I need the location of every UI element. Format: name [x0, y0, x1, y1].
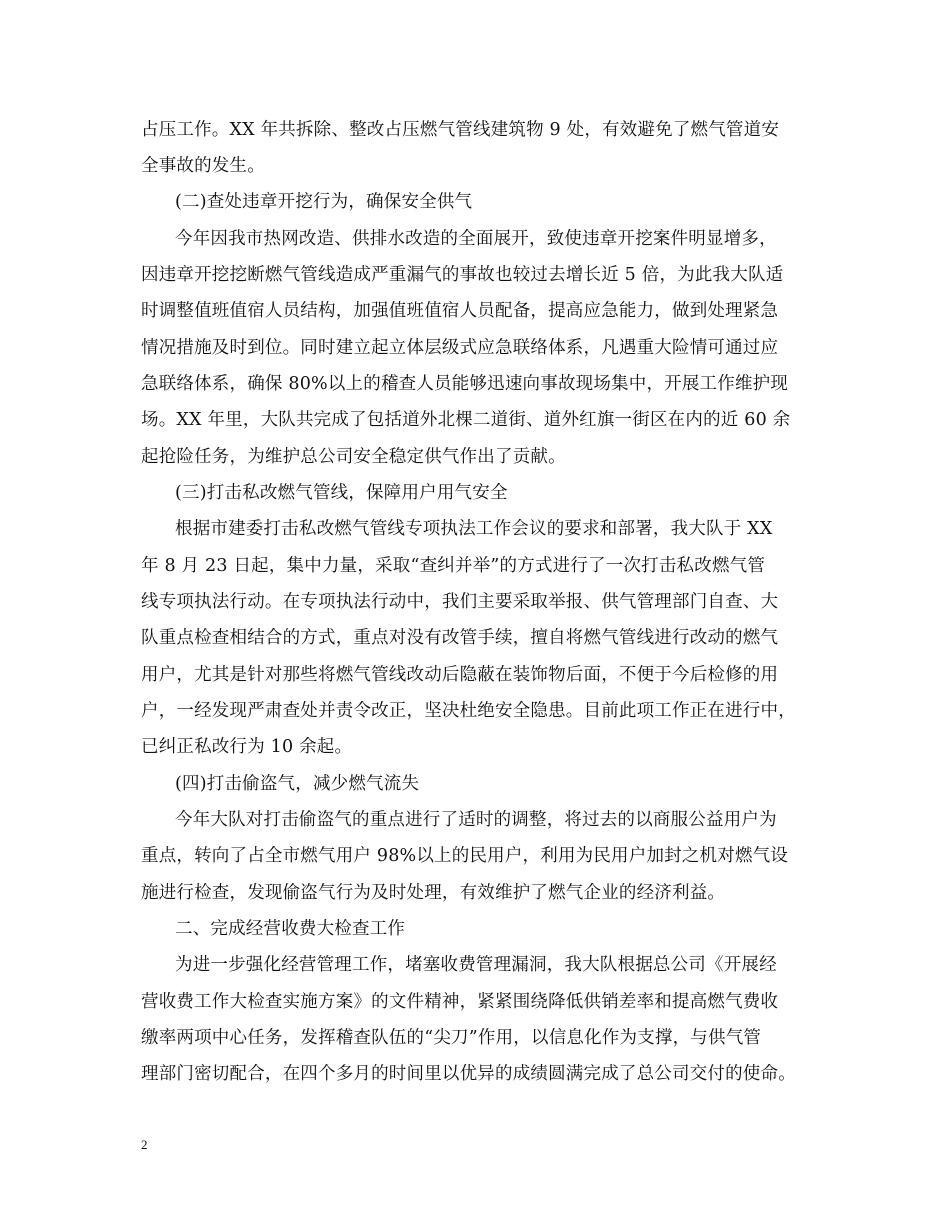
section-heading: (二)查处违章开挖行为，确保安全供气: [175, 192, 473, 212]
body-line: 今年因我市热网改造、供排水改造的全面展开，致使违章开挖案件明显增多，: [175, 229, 777, 249]
page-number: 2: [141, 1137, 148, 1152]
body-line: 队重点检查相结合的方式，重点对没有改管手续，擅自将燃气管线进行改动的燃气: [141, 628, 779, 648]
body-line: 因违章开挖挖断燃气管线造成严重漏气的事故也较过去增长近 5 倍，为此我大队适: [141, 265, 784, 285]
body-line: 情况措施及时到位。同时建立起立体层级式应急联络体系，凡遇重大险情可通过应: [141, 338, 779, 358]
body-line: 线专项执法行动。在专项执法行动中，我们主要采取举报、供气管理部门自查、大: [141, 592, 779, 612]
body-line: 施进行检查，发现偷盗气行为及时处理，有效维护了燃气企业的经济利益。: [141, 883, 726, 903]
body-line: 根据市建委打击私改燃气管线专项执法工作会议的要求和部署，我大队于 XX: [175, 519, 773, 539]
body-line: 营收费工作大检查实施方案》的文件精神，紧紧围绕降低供销差率和提高燃气费收: [141, 992, 779, 1012]
body-line: 今年大队对打击偷盗气的重点进行了适时的调整，将过去的以商服公益用户为: [175, 810, 777, 830]
body-line: 占压工作。XX 年共拆除、整改占压燃气管线建筑物 9 处，有效避免了燃气管道安: [141, 120, 780, 140]
section-heading: (三)打击私改燃气管线，保障用户用气安全: [175, 483, 508, 503]
section-heading: 二、完成经营收费大检查工作: [175, 919, 406, 939]
body-line: 起抢险任务，为维护总公司安全稳定供气作出了贡献。: [141, 447, 566, 467]
body-line: 重点，转向了占全市燃气用户 98%以上的民用户，利用为民用户加封之机对燃气设: [141, 846, 789, 866]
section-heading: (四)打击偷盗气，减少燃气流失: [175, 774, 420, 794]
body-line: 年 8 月 23 日起，集中力量，采取“查纠并举”的方式进行了一次打击私改燃气管: [141, 556, 766, 576]
body-line: 缴率两项中心任务，发挥稽查队伍的“尖刀”作用，以信息化作为支撑，与供气管: [141, 1028, 762, 1048]
body-line: 已纠正私改行为 10 余起。: [141, 737, 353, 757]
body-line: 理部门密切配合，在四个多月的时间里以优异的成绩圆满完成了总公司交付的使命。: [141, 1064, 796, 1084]
body-line: 为进一步强化经营管理工作，堵塞收费管理漏洞，我大队根据总公司《开展经: [175, 955, 777, 975]
body-line: 户，一经发现严肃查处并责令改正，坚决杜绝安全隐患。目前此项工作正在进行中，: [141, 701, 796, 721]
body-line: 时调整值班值宿人员结构，加强值班值宿人员配备，提高应急能力，做到处理紧急: [141, 301, 779, 321]
body-line: 全事故的发生。: [141, 156, 265, 176]
body-line: 急联络体系，确保 80%以上的稽查人员能够迅速向事故现场集中，开展工作维护现: [141, 374, 789, 394]
body-line: 用户，尤其是针对那些将燃气管线改动后隐蔽在装饰物后面，不便于今后检修的用: [141, 665, 779, 685]
body-line: 场。XX 年里，大队共完成了包括道外北棵二道街、道外红旗一街区在内的近 60 余: [141, 410, 791, 430]
